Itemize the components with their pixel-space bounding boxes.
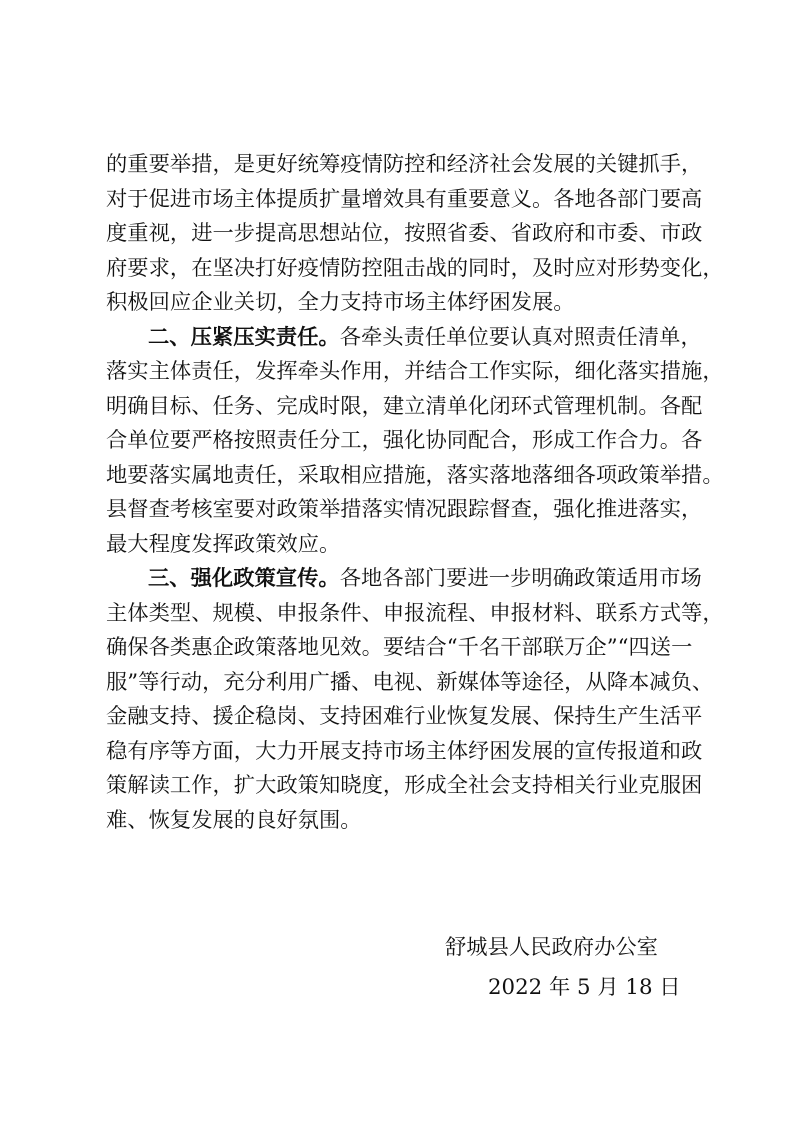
paragraph-line: 难、恢复发展的良好氛围。 [106, 807, 362, 833]
paragraph-line: 策解读工作，扩大政策知晓度，形成全社会支持相关行业克服困 [106, 773, 703, 798]
document-body [106, 148, 724, 838]
paragraph-line: 稳有序等方面，大力开展支持市场主体纾困发展的宣传报道和政 [106, 738, 703, 764]
paragraph-line: 确保各类惠企政策落地见效。要结合“千名干部联万企”“四送一 [106, 635, 693, 660]
paragraph-line: 地要落实属地责任，采取相应措施，落实落地落细各项政策举措。 [106, 462, 724, 488]
paragraph-line: 合单位要严格按照责任分工，强化协同配合，形成工作合力。各 [106, 428, 703, 453]
paragraph-first-line [106, 562, 702, 597]
paragraph-responsibility [106, 321, 724, 563]
paragraph-line: 县督查考核室要对政策举措落实情况跟踪督查，强化推进落实， [106, 497, 703, 522]
paragraph-text: 各牵头责任单位要认真对照责任清单， [339, 324, 702, 350]
signature-date: 2022 年 5 月 18 日 [488, 975, 681, 1000]
paragraph-text: 各地各部门要进一步明确政策适用市场 [339, 566, 702, 591]
paragraph-measures-importance [106, 148, 724, 321]
paragraph-line: 金融支持、援企稳岗、支持困难行业恢复发展、保持生产生活平 [106, 704, 703, 729]
paragraph-first-line [106, 321, 702, 356]
paragraph-line: 府要求，在坚决打好疫情防控阻击战的同时，及时应对形势变化， [106, 255, 724, 281]
signature-organization: 舒城县人民政府办公室 [445, 935, 658, 960]
paragraph-line: 明确目标、任务、完成时限，建立清单化闭环式管理机制。各配 [106, 393, 703, 419]
paragraph-publicity [106, 562, 724, 838]
section-heading-responsibility: 二、压紧压实责任。 [148, 324, 340, 350]
section-heading-publicity: 三、强化政策宣传。 [148, 566, 340, 591]
paragraph-line: 主体类型、规模、申报条件、申报流程、申报材料、联系方式等， [106, 600, 724, 626]
paragraph-line: 的重要举措，是更好统筹疫情防控和经济社会发展的关键抓手， [106, 152, 703, 177]
paragraph-line: 积极回应企业关切，全力支持市场主体纾困发展。 [106, 290, 575, 315]
paragraph-line: 服”等行动，充分利用广播、电视、新媒体等途径，从降本减负、 [106, 669, 714, 695]
paragraph-line: 落实主体责任，发挥牵头作用，并结合工作实际，细化落实措施， [106, 359, 724, 384]
paragraph-line: 度重视，进一步提高思想站位，按照省委、省政府和市委、市政 [106, 221, 703, 246]
paragraph-line: 对于促进市场主体提质扩量增效具有重要意义。各地各部门要高 [106, 186, 703, 212]
paragraph-line: 最大程度发挥政策效应。 [106, 531, 341, 557]
